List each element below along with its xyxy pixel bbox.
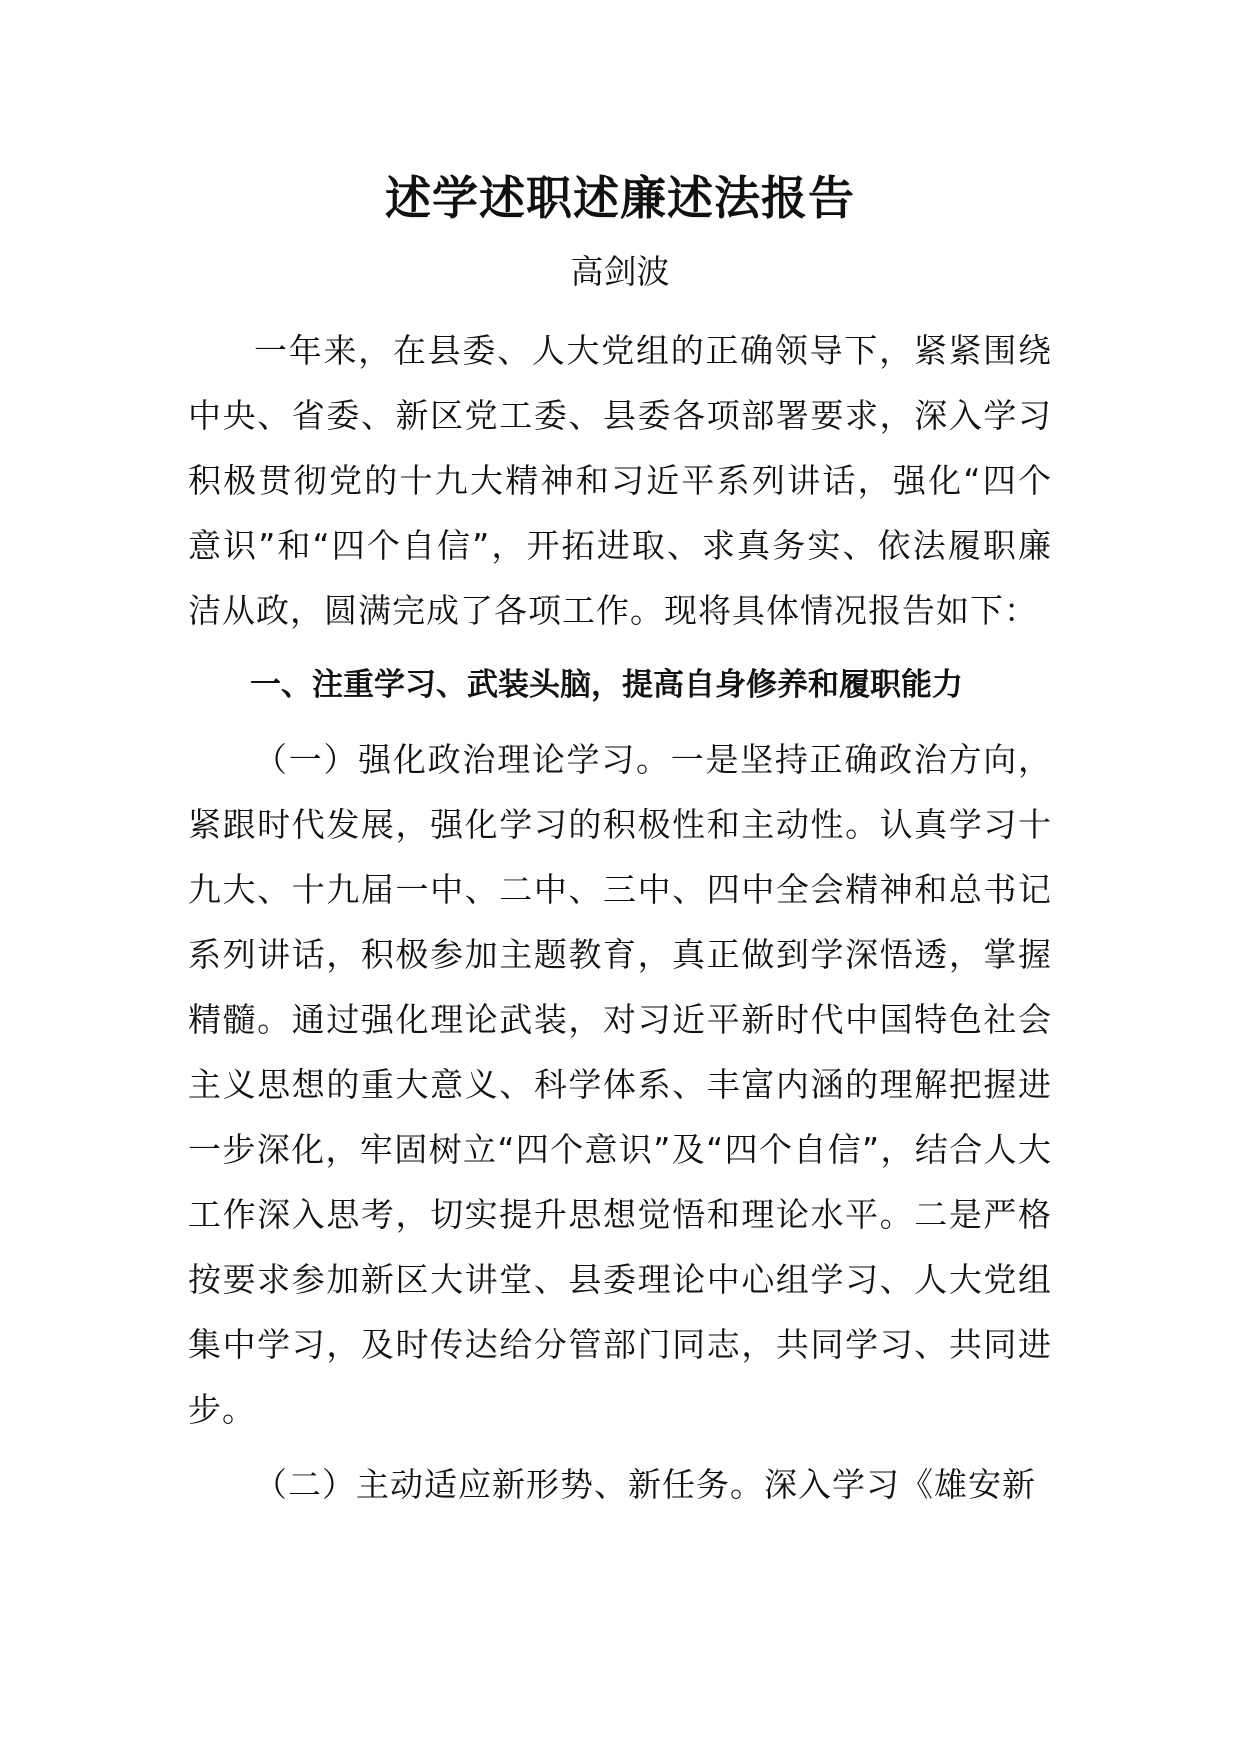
intro-paragraph: 一年来，在县委、人大党组的正确领导下，紧紧围绕中央、省委、新区党工委、县委各项部署要求，深入学习积极贯彻党的十九大精神和习近平系列讲话，强化“四个意识”和“四个自信”，开拓进取、求真务实、依法履职廉洁从政，圆满完成了各项工作。现将具体情况报告如下： — [188, 331, 1052, 630]
section-1-heading: 一、注重学习、武装头脑，提高自身修养和履职能力 — [250, 667, 963, 703]
document-author: 高剑波 — [570, 252, 670, 291]
document-title: 述学述职述廉述法报告 — [385, 171, 855, 225]
section-1-subsection-1: （一）强化政治理论学习。一是坚持正确政治方向，紧跟时代发展，强化学习的积极性和主动性。认真学习十九大、十九届一中、二中、三中、四中全会精神和总书记系列讲话，积极参加主题教育，真正做到学深悟透，掌握精髓。通过强化理论武装，对习近平新时代中国特色社会主义思想的重大意义、科学体系、丰富内涵的理解把握进一步深化，牢固树立“四个意识”及“四个自信”，结合人大工作深入思考，切实提升思想觉悟和理论水平。二是严格按要求参加新区大讲堂、县委理论中心组学习、人大党组集中学习，及时传达给分管部门同志，共同学习、共同进步。 — [188, 740, 1052, 1429]
section-1-subsection-2: （二）主动适应新形势、新任务。深入学习《雄安新 — [254, 1465, 1036, 1504]
paragraph-gap — [188, 1442, 1052, 1452]
document-page — [188, 160, 1052, 1517]
